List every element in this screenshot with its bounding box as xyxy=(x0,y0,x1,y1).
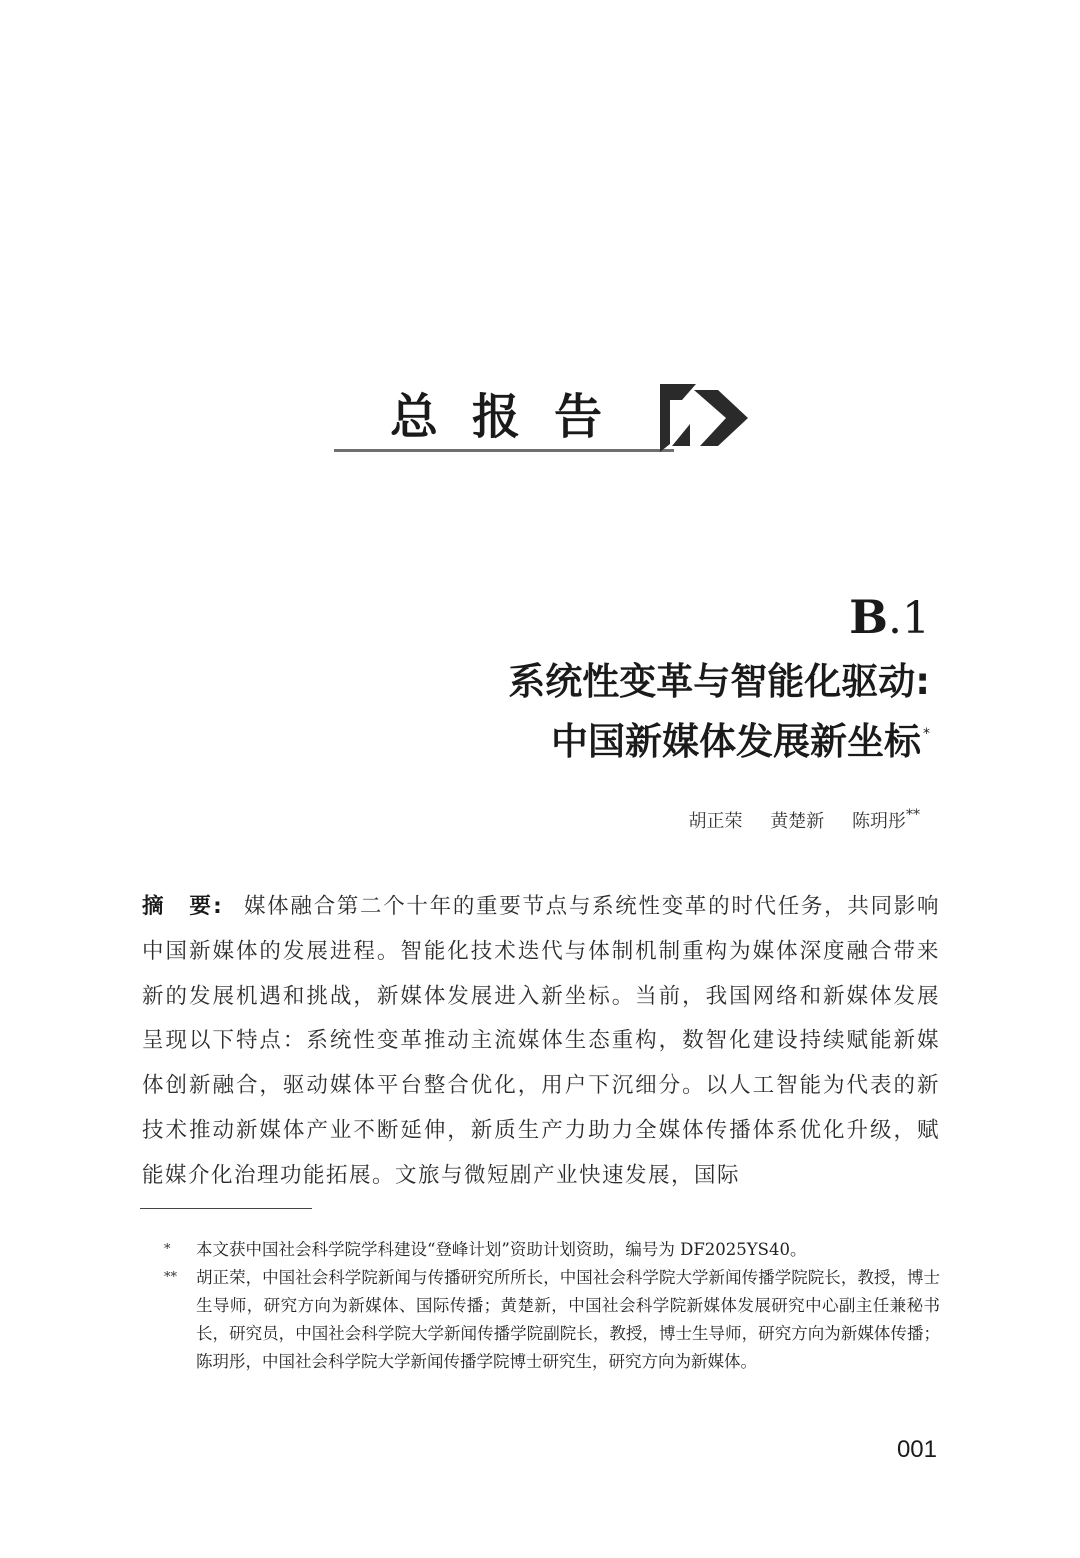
footnote xyxy=(160,1264,940,1376)
footnote xyxy=(160,1236,940,1264)
title-footnote-mark: * xyxy=(923,726,930,742)
footnote-divider xyxy=(140,1208,312,1209)
author-name: 陈玥彤 xyxy=(852,811,906,832)
author-list xyxy=(667,807,920,833)
author-name: 胡正荣 xyxy=(688,811,743,832)
section-emblem-icon xyxy=(660,380,748,456)
abstract-label: 摘 要: xyxy=(142,894,224,919)
chapter-title-line-1: 系统性变革与智能化驱动: xyxy=(508,660,930,703)
section-heading xyxy=(334,370,754,460)
footnote-text: 本文获中国社会科学院学科建设“登峰计划”资助计划资助，编号为 DF2025YS40。 xyxy=(196,1240,807,1259)
section-title: 总报告 xyxy=(390,389,637,445)
abstract-text: 媒体融合第二个十年的重要节点与系统性变革的时代任务，共同影响中国新媒体的发展进程。智能化技术迭代与体制机制重构为媒体深度融合带来新的发展机遇和挑战，新媒体发展进入新坐标。当前，我国网络和新媒体发展呈现以下特点：系统性变革推动主流媒体生态重构，数智化建设持续赋能新媒体创新融合，驱动媒体平台整合优化，用户下沉细分。以人工智能为代表的新技术推动新媒体产业不断延伸，新质生产力助力全媒体传播体系优化升级，赋能媒介化治理功能拓展。文旅与微短剧产业快速发展，国际 xyxy=(142,894,940,1188)
chapter-title xyxy=(508,652,930,772)
section-divider xyxy=(334,449,674,452)
footnote-mark: * xyxy=(164,1242,171,1257)
page-number: 001 xyxy=(896,1436,937,1463)
footnote-text: 胡正荣，中国社会科学院新闻与传播研究所所长，中国社会科学院大学新闻传播学院院长，教授，博士生导师，研究方向为新媒体、国际传播；黄楚新，中国社会科学院新媒体发展研究中心副主任兼秘书长，研究员，中国社会科学院大学新闻传播学院副院长，教授，博士生导师，研究方向为新媒体传播；陈玥彤，中国社会科学院大学新闻传播学院博士研究生，研究方向为新媒体。 xyxy=(196,1268,940,1371)
footnotes xyxy=(160,1236,940,1376)
author-footnote-mark: ** xyxy=(906,807,920,823)
chapter-title-line-2-wrap xyxy=(508,712,930,772)
footnote-mark: ** xyxy=(164,1270,177,1285)
abstract xyxy=(142,885,940,1199)
chapter-number-suffix: .1 xyxy=(888,593,930,644)
chapter-title-line-2: 中国新媒体发展新坐标 xyxy=(551,720,921,763)
author-name: 黄楚新 xyxy=(770,811,825,832)
chapter-number xyxy=(849,590,930,644)
chapter-number-letter: B xyxy=(849,590,889,644)
